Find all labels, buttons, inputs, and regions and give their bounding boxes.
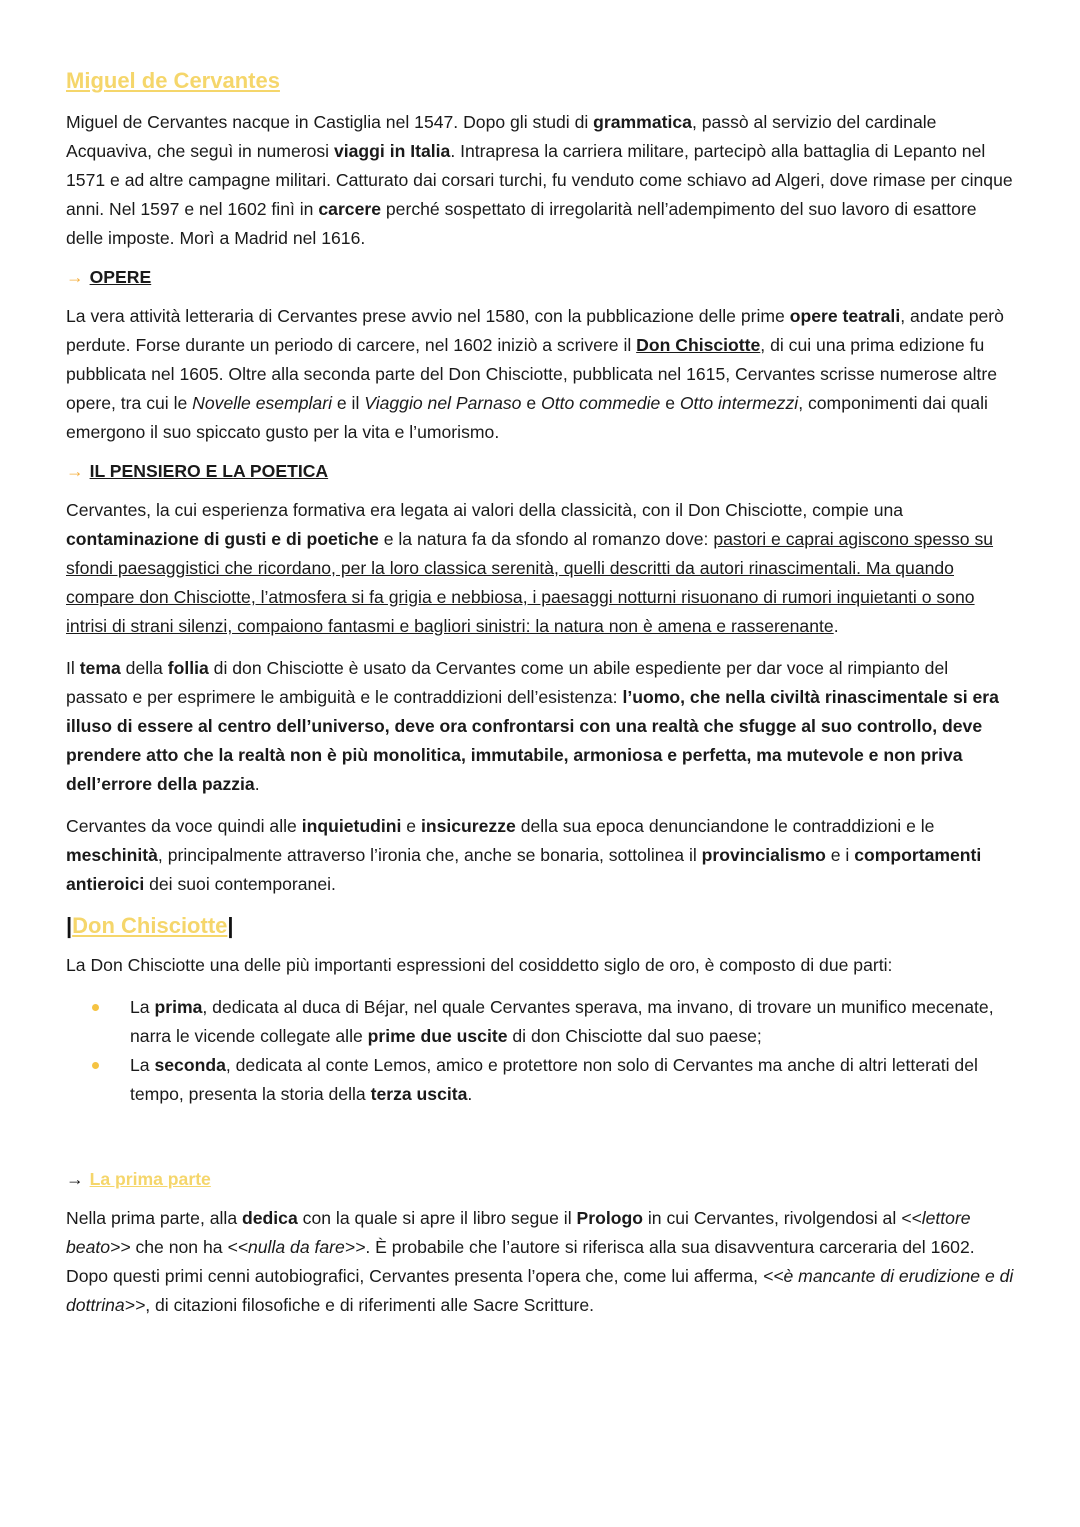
- text-run: La Don Chisciotte una delle più importanti espressioni del cosiddetto siglo de oro, è composto di due parti:: [66, 955, 893, 975]
- text-run: .: [833, 616, 839, 636]
- text-run: opere teatrali: [789, 306, 901, 326]
- text-run: , di cui una prima edizione fu pubblicata nel 1605. Oltre alla seconda parte del Don Chisciotte, pubblicata nel 1615, Cervantes scrisse numerose altre opere, tra cui le: [66, 335, 998, 413]
- text-run: Don Chisciotte: [636, 335, 761, 355]
- parts-list: [66, 993, 1014, 1109]
- text-run: dedica: [242, 1208, 298, 1228]
- text-run: e: [401, 816, 421, 836]
- text-run: perché sospettato di irregolarità nell’adempimento del suo lavoro di esattore delle imposte. Morì a Madrid nel 1616.: [66, 199, 977, 248]
- text-run: tema: [79, 658, 121, 678]
- bullet-icon: [92, 1062, 99, 1069]
- text-run: comportamenti antieroici: [66, 845, 982, 894]
- text-run: e il: [332, 393, 365, 413]
- text-run: Otto intermezzi: [679, 393, 799, 413]
- text-run: , principalmente attraverso l’ironia che, anche se bonaria, sottolinea il: [157, 845, 702, 865]
- text-run: della: [120, 658, 168, 678]
- text-run: Cervantes da voce quindi alle: [66, 816, 302, 836]
- text-run: in cui Cervantes, rivolgendosi al: [642, 1208, 902, 1228]
- text-run: seconda: [154, 1055, 226, 1075]
- text-run: provincialismo: [701, 845, 826, 865]
- text-run: . Intrapresa la carriera militare, partecipò alla battaglia di Lepanto nel 1571 e ad altre campagne militari. Catturato dai corsari turchi, fu venduto come schiavo ad Algeri, dove rimase per cinque anni. Nel 1597 e nel 1602 finì in: [66, 141, 1013, 219]
- text-run: dei suoi contemporanei.: [144, 874, 336, 894]
- text-run: e i: [825, 845, 855, 865]
- arrow-icon: →: [66, 461, 84, 481]
- section-prima-parte: → La prima parte: [66, 1169, 211, 1189]
- text-run: Nella prima parte, alla: [66, 1208, 243, 1228]
- text-run: meschinità: [66, 845, 158, 865]
- section-opere: → OPERE: [66, 267, 152, 287]
- text-run: insicurezze: [420, 816, 516, 836]
- paragraph-opere: [66, 302, 1014, 447]
- text-run: pastori e caprai agiscono spesso su sfondi paesaggistici che ricordano, per la loro classica serenità, quelli descritti da autori rinascimentali. Ma quando compare don Chisciotte, l’atmosfera si fa grigia e nebbiosa, i paesaggi notturni risuonano di rumori inquietanti o sono intrisi di strani silenzi, compaiono fantasmi e bagliori sinistri: la natura non è amena e rasserenante: [66, 529, 994, 636]
- text-run: e: [521, 393, 542, 413]
- text-run: con la quale si apre il libro segue il: [297, 1208, 577, 1228]
- text-run: , passò al servizio del cardinale Acquaviva, che seguì in numerosi: [66, 112, 937, 161]
- text-run: di don Chisciotte è usato da Cervantes come un abile espediente per dar voce al rimpianto del passato e per esprimere le ambiguità e le contraddizioni dell’esistenza:: [66, 658, 949, 707]
- title-don-chisciotte: |Don Chisciotte|: [66, 913, 234, 938]
- text-run: Otto commedie: [541, 393, 661, 413]
- text-run: prima: [154, 997, 203, 1017]
- paragraph-prima-parte: [66, 1204, 1014, 1320]
- text-run: carcere: [318, 199, 381, 219]
- text-run: <<nulla da fare>>: [227, 1237, 366, 1257]
- text-run: della sua epoca denunciandone le contraddizioni e le: [515, 816, 935, 836]
- paragraph-biography: [66, 108, 1014, 253]
- section-pensiero: → IL PENSIERO E LA POETICA: [66, 461, 329, 481]
- text-run: contaminazione di gusti e di poetiche: [66, 529, 379, 549]
- text-run: La: [130, 997, 155, 1017]
- text-run: , andate però perdute. Forse durante un periodo di carcere, nel 1602 iniziò a scrivere il: [66, 306, 1004, 355]
- list-item: [130, 1051, 1014, 1109]
- text-run: follia: [167, 658, 209, 678]
- text-run: grammatica: [593, 112, 692, 132]
- text-run: .: [254, 774, 260, 794]
- text-run: Cervantes, la cui esperienza formativa era legata ai valori della classicità, con il Don Chisciotte, compie una: [66, 500, 904, 520]
- text-run: che non ha: [130, 1237, 228, 1257]
- text-run: viaggi in Italia: [333, 141, 451, 161]
- text-run: l’uomo, che nella civiltà rinascimentale si era illuso di essere al centro dell’universo, deve ora confrontarsi con una realtà che sfugge al suo controllo, deve prendere atto che la realtà non è più monolitica, immutabile, armoniosa e perfetta, ma mutevole e non priva dell’errore della pazzia: [66, 687, 999, 794]
- text-run: , componimenti dai quali emergono il suo spiccato gusto per la vita e l’umorismo.: [66, 393, 988, 442]
- arrow-icon: →: [66, 1169, 84, 1189]
- text-run: , di citazioni filosofiche e di riferimenti alle Sacre Scritture.: [145, 1295, 595, 1315]
- text-run: , dedicata al duca di Béjar, nel quale Cervantes sperava, ma invano, di trovare un munifico mecenate, narra le vicende collegate alle: [130, 997, 994, 1046]
- paragraph-follia: [66, 654, 1014, 799]
- text-run: <<lettore beato>>: [66, 1208, 971, 1257]
- text-run: e la natura fa da sfondo al romanzo dove:: [378, 529, 714, 549]
- text-run: Miguel de Cervantes nacque in Castiglia nel 1547. Dopo gli studi di: [66, 112, 594, 132]
- text-run: Prologo: [576, 1208, 643, 1228]
- text-run: La vera attività letteraria di Cervantes prese avvio nel 1580, con la pubblicazione delle prime: [66, 306, 790, 326]
- arrow-icon: →: [66, 267, 84, 287]
- text-run: , dedicata al conte Lemos, amico e protettore non solo di Cervantes ma anche di altri letterati del tempo, presenta la storia della: [130, 1055, 978, 1104]
- text-run: prime due uscite: [367, 1026, 508, 1046]
- text-run: terza uscita: [370, 1084, 468, 1104]
- text-run: Novelle esemplari: [192, 393, 332, 413]
- paragraph-don-chisciotte-intro: [66, 951, 1014, 980]
- paragraph-inquietudini: [66, 812, 1014, 899]
- title-miguel-de-cervantes: Miguel de Cervantes: [66, 68, 280, 93]
- text-run: . È probabile che l’autore si riferisca alla sua disavventura carceraria del 1602. Dopo questi primi cenni autobiografici, Cervantes presenta l’opera che, come lui afferma,: [66, 1237, 975, 1286]
- text-run: di don Chisciotte dal suo paese;: [507, 1026, 762, 1046]
- paragraph-poetica: [66, 496, 1014, 641]
- text-run: La: [130, 1055, 155, 1075]
- text-run: e: [660, 393, 680, 413]
- text-run: Viaggio nel Parnaso: [364, 393, 522, 413]
- list-item: [130, 993, 1014, 1051]
- text-run: .: [467, 1084, 473, 1104]
- text-run: <<è mancante di erudizione e di dottrina>>: [66, 1266, 1014, 1315]
- text-run: Il: [66, 658, 80, 678]
- text-run: inquietudini: [301, 816, 402, 836]
- bullet-icon: [92, 1004, 99, 1011]
